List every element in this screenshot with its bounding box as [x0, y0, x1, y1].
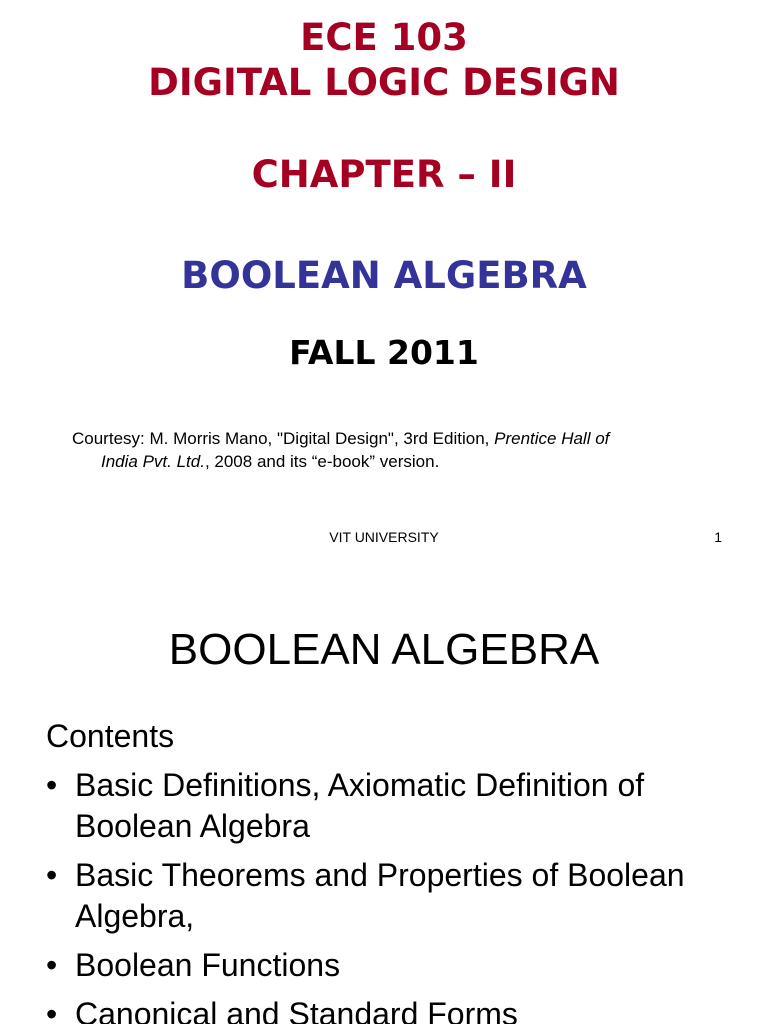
- term-label: FALL 2011: [289, 333, 479, 372]
- bullet-icon: •: [46, 996, 58, 1024]
- list-item: [46, 855, 736, 937]
- subject-title: BOOLEAN ALGEBRA: [181, 254, 587, 297]
- list-item-text: Basic Theorems and Properties of Boolean Algebra,: [75, 857, 685, 934]
- course-code: ECE 103: [300, 16, 468, 59]
- list-item: [46, 945, 736, 986]
- contents-list: [46, 765, 736, 1024]
- bullet-icon: •: [46, 857, 58, 893]
- list-item: [46, 994, 736, 1024]
- list-item-text: Boolean Functions: [75, 947, 341, 983]
- bullet-icon: •: [46, 947, 58, 983]
- courtesy-prefix: Courtesy: M. Morris Mano, "Digital Design", 3rd Edition,: [72, 429, 495, 448]
- footer-institution: VIT UNIVERSITY: [329, 529, 439, 545]
- list-item-text: Basic Definitions, Axiomatic Definition of Boolean Algebra: [75, 767, 645, 844]
- list-item-text: Canonical and Standard Forms: [75, 996, 518, 1024]
- chapter-title: CHAPTER – II: [251, 153, 517, 196]
- list-item: [46, 765, 736, 847]
- courtesy-line-1: [72, 427, 712, 450]
- bullet-icon: •: [46, 767, 58, 803]
- contents-heading: Contents: [46, 718, 175, 754]
- publisher-part-1: Prentice Hall of: [494, 429, 610, 448]
- course-name: DIGITAL LOGIC DESIGN: [148, 61, 620, 104]
- contents-slide: [0, 576, 768, 1024]
- courtesy-line-2: [72, 450, 712, 473]
- courtesy-note: [72, 427, 712, 473]
- publisher-part-2: India Pvt. Ltd.: [101, 452, 205, 471]
- courtesy-suffix: , 2008 and its “e-book” version.: [204, 452, 440, 471]
- page-number: 1: [714, 529, 722, 545]
- slide-title: BOOLEAN ALGEBRA: [168, 625, 600, 674]
